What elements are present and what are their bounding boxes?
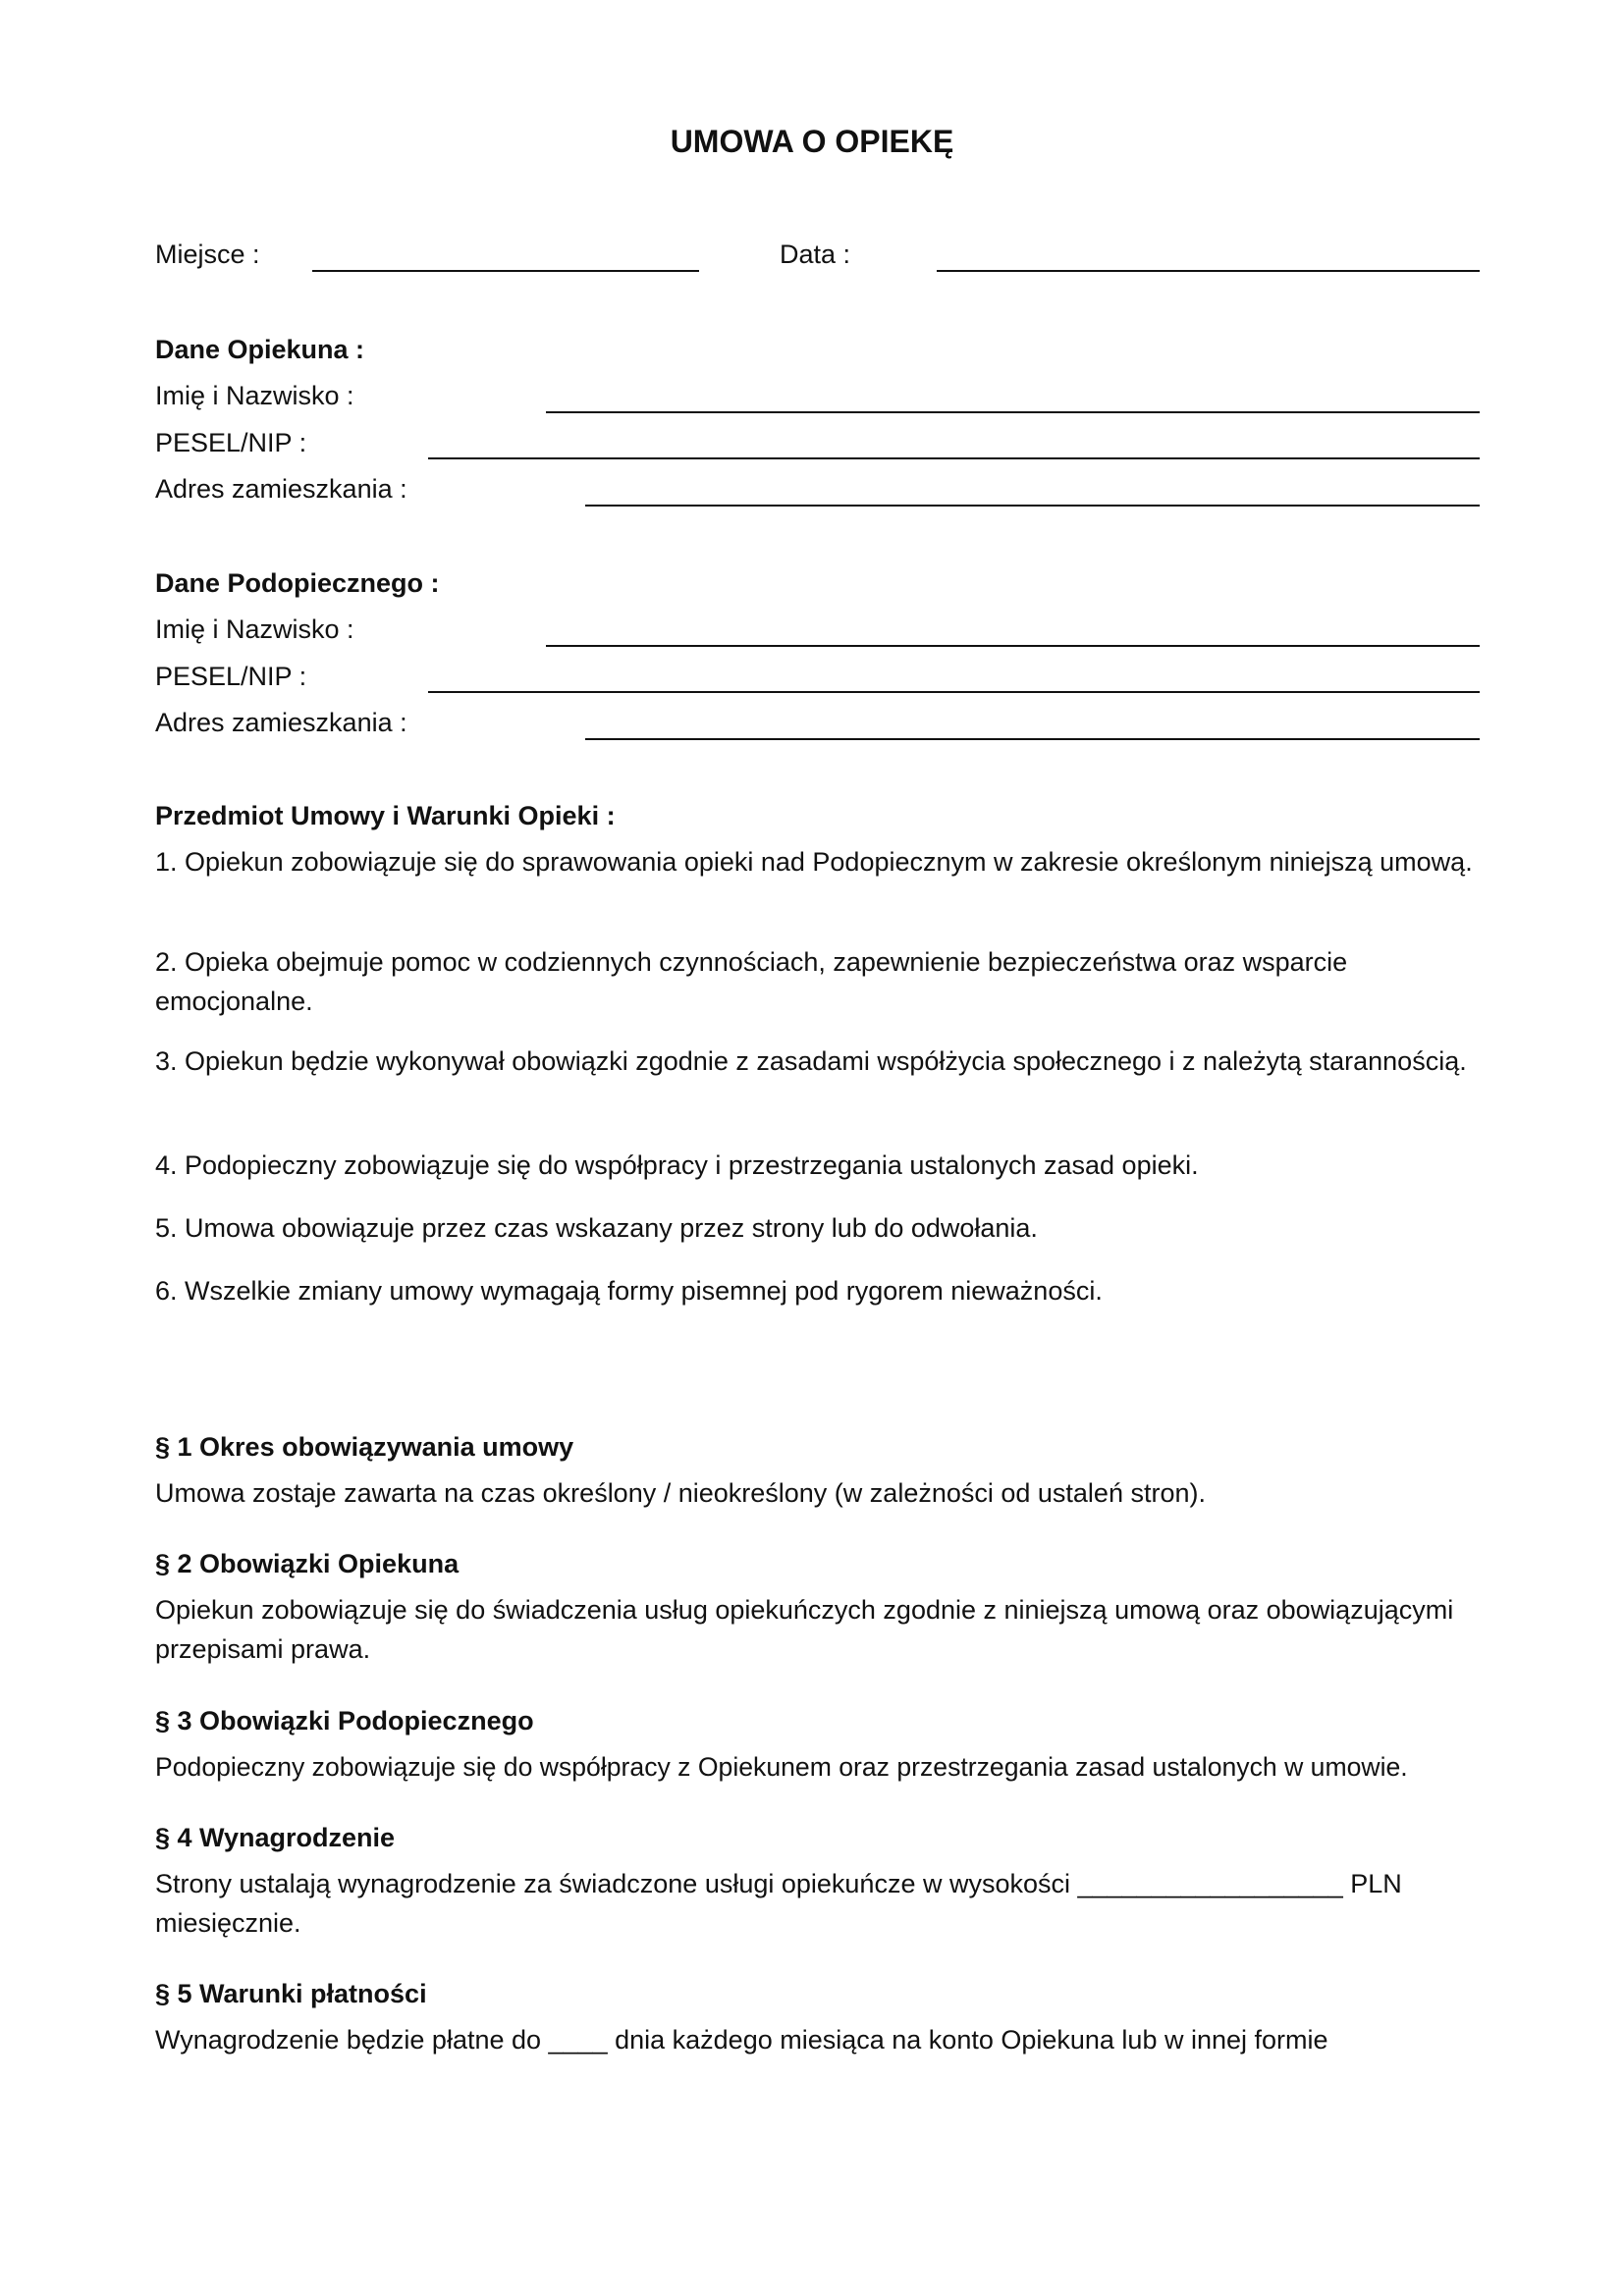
guardian-name-field[interactable]: [546, 411, 1480, 413]
subject-item-6: 6. Wszelkie zmiany umowy wymagają formy pisemnej pod rygorem nieważności.: [155, 1276, 1103, 1306]
guardian-pesel-field[interactable]: [428, 457, 1480, 459]
guardian-address-field[interactable]: [585, 505, 1480, 507]
subject-item-3: 3. Opiekun będzie wykonywał obowiązki zgodnie z zasadami współżycia społecznego i z należytą starannością.: [155, 1046, 1467, 1076]
subject-item-4: 4. Podopieczny zobowiązuje się do współpracy i przestrzegania ustalonych zasad opieki.: [155, 1150, 1199, 1180]
subject-item-5: 5. Umowa obowiązuje przez czas wskazany przez strony lub do odwołania.: [155, 1213, 1038, 1243]
guardian-address-label: Adres zamieszkania :: [155, 474, 407, 504]
ward-pesel-field[interactable]: [428, 691, 1480, 693]
place-label: Miejsce :: [155, 240, 260, 269]
subject-heading: Przedmiot Umowy i Warunki Opieki :: [155, 801, 616, 830]
guardian-name-label: Imię i Nazwisko :: [155, 381, 354, 410]
section-3-heading: § 3 Obowiązki Podopiecznego: [155, 1706, 534, 1735]
ward-address-label: Adres zamieszkania :: [155, 708, 407, 737]
document-title: UMOWA O OPIEKĘ: [670, 124, 954, 159]
section-2-heading: § 2 Obowiązki Opiekuna: [155, 1549, 460, 1578]
ward-address-field[interactable]: [585, 738, 1480, 740]
guardian-heading: Dane Opiekuna :: [155, 335, 365, 364]
section-4-text: Strony ustalają wynagrodzenie za świadczone usługi opiekuńcze w wysokości __________________ PLN miesięcznie.: [155, 1869, 1402, 1938]
date-field[interactable]: [937, 270, 1480, 272]
section-1-text: Umowa zostaje zawarta na czas określony / nieokreślony (w zależności od ustaleń stron).: [155, 1478, 1206, 1508]
section-1-heading: § 1 Okres obowiązywania umowy: [155, 1432, 574, 1462]
ward-name-field[interactable]: [546, 645, 1480, 647]
guardian-pesel-label: PESEL/NIP :: [155, 428, 307, 457]
section-5-heading: § 5 Warunki płatności: [155, 1979, 427, 2008]
section-2-text: Opiekun zobowiązuje się do świadczenia usług opiekuńczych zgodnie z niniejszą umową oraz obowiązującymi przepisami prawa.: [155, 1595, 1454, 1664]
ward-pesel-label: PESEL/NIP :: [155, 662, 307, 691]
ward-name-label: Imię i Nazwisko :: [155, 614, 354, 644]
place-field[interactable]: [312, 270, 699, 272]
section-4-heading: § 4 Wynagrodzenie: [155, 1823, 396, 1852]
subject-item-1: 1. Opiekun zobowiązuje się do sprawowania opieki nad Podopiecznym w zakresie określonym niniejszą umową.: [155, 847, 1473, 877]
ward-heading: Dane Podopiecznego :: [155, 568, 440, 598]
section-5-text: Wynagrodzenie będzie płatne do ____ dnia każdego miesiąca na konto Opiekuna lub w innej formie: [155, 2025, 1328, 2055]
date-label: Data :: [780, 240, 851, 269]
section-3-text: Podopieczny zobowiązuje się do współpracy z Opiekunem oraz przestrzegania zasad ustalonych w umowie.: [155, 1752, 1408, 1782]
subject-item-2: 2. Opieka obejmuje pomoc w codziennych czynnościach, zapewnienie bezpieczeństwa oraz wsparcie emocjonalne.: [155, 947, 1348, 1016]
